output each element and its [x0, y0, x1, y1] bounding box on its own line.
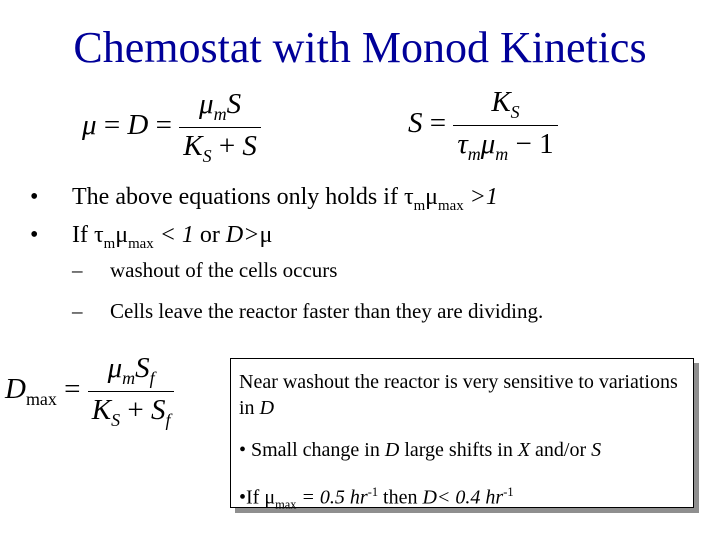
sub-bullet-item: – washout of the cells occurs	[72, 258, 338, 282]
washout-note-box	[230, 358, 694, 512]
sub-bullet-item: – Cells leave the reactor faster than they are dividing.	[72, 299, 544, 323]
dmax-fraction: $\frac{\mu_mS_f}{K_S + S_f}$	[88, 352, 175, 431]
bullet-list	[30, 178, 543, 324]
bullet-item: • If $\tau_m\mu_{max} < 1$ or D>μ	[30, 222, 273, 252]
note-sensitivity: Near washout the reactor is very sensitive to variations in D	[239, 371, 678, 419]
slide-title: Chemostat with Monod Kinetics	[73, 23, 647, 72]
substrate-equation: S = $\frac{K_S}{\tau_m\mu_m - 1}$	[408, 86, 558, 165]
monod-equation: μ = D = $\frac{\mu_mS}{K_S + S}$	[82, 88, 261, 167]
note-example: •If $\mu_{max} = 0.5$ $hr^{-1}$ then D< 0.4 $hr^{-1}$	[239, 485, 514, 512]
monod-fraction: $\frac{\mu_mS}{K_S + S}$	[179, 88, 261, 167]
bullet-item: • The above equations only holds if $\tau_m\mu_{max} >1$	[30, 184, 498, 214]
dmax-equation: $D_{max}$ = $\frac{\mu_mS_f}{K_S + S_f}$	[5, 352, 174, 431]
substrate-fraction: $\frac{K_S}{\tau_m\mu_m - 1}$	[453, 86, 557, 165]
note-small-change: • Small change in D large shifts in X and/or S	[239, 439, 602, 461]
